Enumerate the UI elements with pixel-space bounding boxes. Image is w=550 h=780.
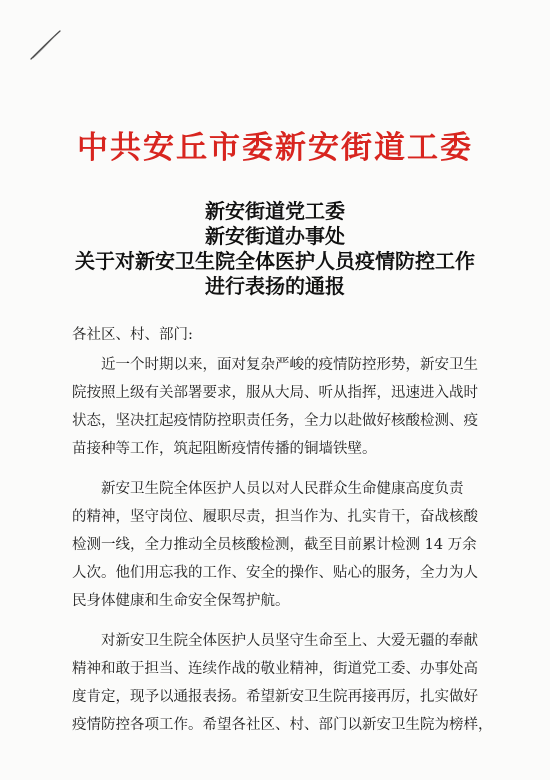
paragraph-2-line: 新安卫生院全体医护人员以对人民群众生命健康高度负责 bbox=[101, 481, 464, 497]
paragraph-2-line: 的精神，坚守岗位、履职尽责，担当作为、扎实肯干，奋战核酸 bbox=[72, 509, 478, 525]
paragraph-3-line: 疫情防控各项工作。希望各社区、村、部门以新安卫生院为榜样， bbox=[72, 717, 493, 733]
paragraph-2-line: 检测一线，全力推动全员核酸检测，截至目前累计检测 14 万余 bbox=[72, 537, 477, 553]
paragraph-1-line: 院按照上级有关部署要求，服从大局、听从指挥，迅速进入战时 bbox=[72, 385, 478, 401]
title-line: 进行表扬的通报 bbox=[205, 274, 345, 298]
title-line: 新安街道党工委 bbox=[205, 199, 345, 223]
document-title bbox=[40, 199, 510, 299]
paragraph-2-line: 人次。他们用忘我的工作、安全的操作、贴心的服务，全力为人 bbox=[72, 565, 478, 581]
issuing-organization-header: 中共安丘市委新安街道工委 bbox=[77, 130, 473, 166]
paragraph-1-line: 苗接种等工作，筑起阻断疫情传播的铜墙铁壁。 bbox=[72, 441, 377, 457]
paragraph-2-line: 民身体健康和生命安全保驾护航。 bbox=[72, 593, 290, 609]
title-line: 关于对新安卫生院全体医护人员疫情防控工作 bbox=[75, 249, 475, 273]
paragraph-3-line: 精神和敢于担当、连续作战的敬业精神，街道党工委、办事处高 bbox=[72, 661, 478, 677]
document-body bbox=[72, 351, 492, 739]
paragraph-3-line: 度肯定，现予以通报表扬。希望新安卫生院再接再厉，扎实做好 bbox=[72, 689, 478, 705]
paragraph-1-line: 近一个时期以来，面对复杂严峻的疫情防控形势，新安卫生 bbox=[101, 357, 478, 373]
pen-stroke-mark bbox=[28, 28, 62, 62]
paragraph-3-line: 对新安卫生院全体医护人员坚守生命至上、大爱无疆的奉献 bbox=[101, 633, 478, 649]
salutation: 各社区、村、部门: bbox=[72, 327, 193, 343]
paragraph-1-line: 状态，坚决扛起疫情防控职责任务，全力以赴做好核酸检测、疫 bbox=[72, 413, 478, 429]
title-line: 新安街道办事处 bbox=[205, 224, 345, 248]
